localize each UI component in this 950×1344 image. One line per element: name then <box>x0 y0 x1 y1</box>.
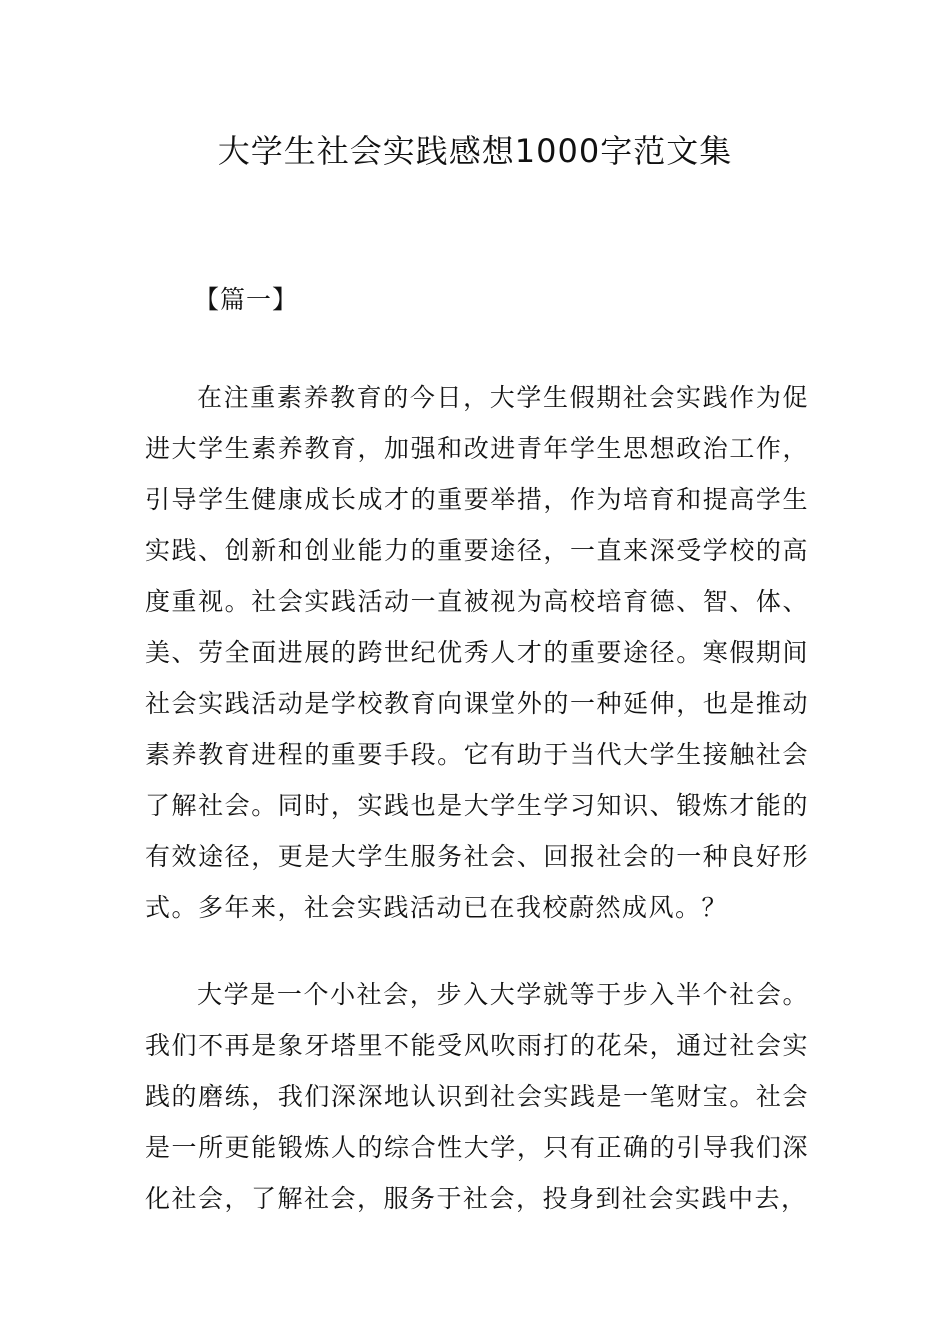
body-paragraph-1: 在注重素养教育的今日，大学生假期社会实践作为促进大学生素养教育，加强和改进青年学生思想政治工作，引导学生健康成长成才的重要举措，作为培育和提高学生实践、创新和创业能力的重要途径，一直来深受学校的高度重视。社会实践活动一直被视为高校培育德、智、体、美、劳全面进展的跨世纪优秀人才的重要途径。寒假期间社会实践活动是学校教育向课堂外的一种延伸，也是推动素养教育进程的重要手段。它有助于当代大学生接触社会了解社会。同时，实践也是大学生学习知识、锻炼才能的有效途径，更是大学生服务社会、回报社会的一种良好形式。多年来，社会实践活动已在我校蔚然成风。？ <box>145 383 809 922</box>
document-title: 大学生社会实践感想1000字范文集 <box>217 132 733 170</box>
section-heading: 【篇一】 <box>194 285 299 314</box>
body-paragraph-2: 大学是一个小社会，步入大学就等于步入半个社会。我们不再是象牙塔里不能受风吹雨打的花朵，通过社会实践的磨练，我们深深地认识到社会实践是一笔财宝。社会是一所更能锻炼人的综合性大学，只有正确的引导我们深化社会，了解社会，服务于社会，投身到社会实践中去， <box>145 980 809 1213</box>
